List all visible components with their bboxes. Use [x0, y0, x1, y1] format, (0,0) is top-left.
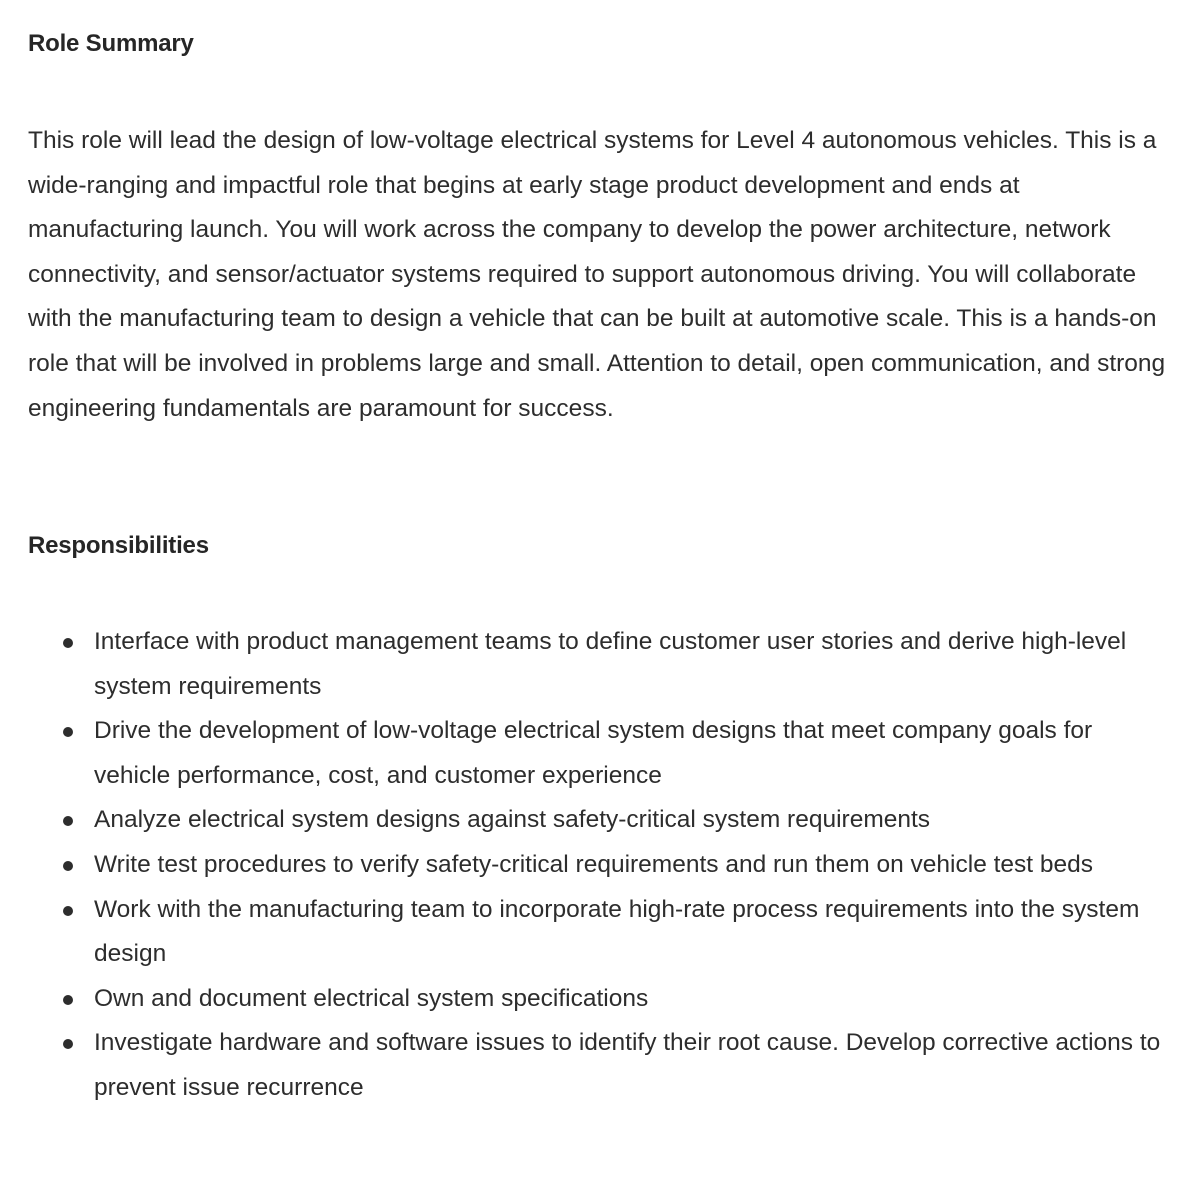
- bullet-icon: [63, 861, 73, 871]
- list-item: [28, 1021, 1168, 1110]
- bullet-icon: [63, 727, 73, 737]
- list-item-text: Own and document electrical system specifications: [94, 984, 649, 1012]
- list-item-text: Interface with product management teams to define customer user stories and derive high-level system requirements: [94, 628, 1127, 700]
- responsibilities-list: [28, 620, 1168, 1111]
- list-item: [28, 977, 1168, 1022]
- bullet-icon: [63, 1039, 73, 1049]
- list-item: [28, 843, 1168, 888]
- bullet-icon: [63, 995, 73, 1005]
- list-item: [28, 709, 1168, 798]
- list-item-text: Analyze electrical system designs against safety-critical system requirements: [94, 806, 931, 834]
- list-item-text: Work with the manufacturing team to incorporate high-rate process requirements into the system design: [94, 895, 1140, 968]
- role-summary-text: This role will lead the design of low-voltage electrical systems for Level 4 autonomous vehicles. This is a wide-ranging and impactful role that begins at early stage product development and ends at manufacturing launch. You will work across the company to develop the power architecture, network connectivity, and sensor/actuator systems required to support autonomous driving. You will collaborate with the manufacturing team to design a vehicle that can be built at automotive scale. This is a hands-on role that will be involved in problems large and small. Attention to detail, open communication, and strong engineering fundamentals are paramount for success.: [28, 127, 1166, 422]
- bullet-icon: [63, 816, 73, 826]
- list-item-text: Write test procedures to verify safety-critical requirements and run them on vehicle test beds: [94, 850, 1094, 878]
- role-summary-heading: Role Summary: [28, 30, 194, 57]
- responsibilities-heading: Responsibilities: [28, 532, 209, 559]
- list-item: [28, 888, 1168, 977]
- list-item-text: Drive the development of low-voltage electrical system designs that meet company goals for vehicle performance, cost, and customer experience: [94, 717, 1093, 789]
- list-item: [28, 620, 1168, 709]
- list-item-text: Investigate hardware and software issues to identify their root cause. Develop corrective actions to prevent issue recurrence: [94, 1029, 1161, 1101]
- list-item: [28, 798, 1168, 843]
- bullet-icon: [63, 638, 73, 648]
- bullet-icon: [63, 906, 73, 916]
